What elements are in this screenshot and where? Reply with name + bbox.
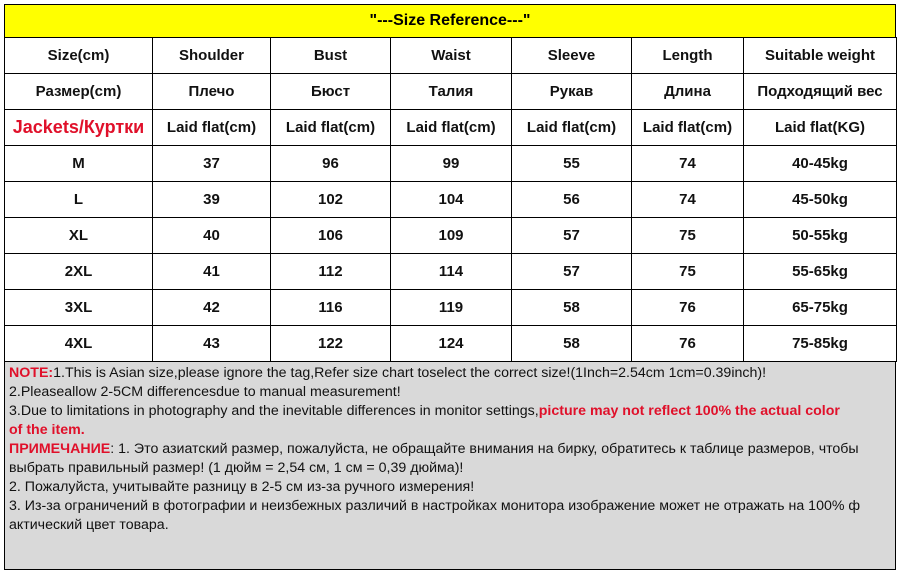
header-cell: Laid flat(cm): [512, 110, 632, 146]
note-label: NOTE:: [9, 365, 54, 381]
table-cell: 42: [153, 290, 271, 326]
table-cell: 58: [512, 326, 632, 362]
header-cell: Длина: [632, 74, 744, 110]
header-cell: Laid flat(KG): [744, 110, 897, 146]
table-cell: 40: [153, 218, 271, 254]
size-cell: M: [5, 146, 153, 182]
size-cell: XL: [5, 218, 153, 254]
table-cell: 75: [632, 218, 744, 254]
note-text: 3.Due to limitations in photography and the inevitable differences in monitor settings,: [9, 403, 539, 419]
header-cell: Laid flat(cm): [632, 110, 744, 146]
header-cell: Бюст: [271, 74, 391, 110]
header-row-en: [5, 38, 897, 74]
header-cell: Рукав: [512, 74, 632, 110]
note-line-1: [9, 364, 891, 383]
table-cell: 58: [512, 290, 632, 326]
header-cell: Плечо: [153, 74, 271, 110]
table-cell: 96: [271, 146, 391, 182]
header-cell: Талия: [391, 74, 512, 110]
table-cell: 56: [512, 182, 632, 218]
table-cell: 40-45kg: [744, 146, 897, 182]
header-row-unit: [5, 110, 897, 146]
header-row-ru: [5, 74, 897, 110]
table-cell: 75-85kg: [744, 326, 897, 362]
table-cell: 65-75kg: [744, 290, 897, 326]
header-cell: Laid flat(cm): [153, 110, 271, 146]
note-line-2: 2.Pleaseallow 2-5CM differencesdue to manual measurement!: [9, 384, 401, 400]
table-cell: 104: [391, 182, 512, 218]
table-row: [5, 218, 897, 254]
size-cell: 3XL: [5, 290, 153, 326]
table-cell: 37: [153, 146, 271, 182]
table-cell: 41: [153, 254, 271, 290]
table-cell: 99: [391, 146, 512, 182]
notes-panel: [4, 361, 896, 570]
table-row: [5, 326, 897, 362]
jackets-label: Jackets/Куртки: [5, 110, 153, 146]
table-cell: 45-50kg: [744, 182, 897, 218]
table-cell: 74: [632, 182, 744, 218]
size-reference-title: "---Size Reference---": [4, 4, 896, 38]
ru-note-label: ПРИМЕЧАНИЕ: [9, 441, 111, 457]
ru-note-text: : 1. Это азиатский размер, пожалуйста, не обращайте внимания на бирку, обратитесь к таблице размеров, чтобы: [110, 441, 859, 457]
size-cell: 2XL: [5, 254, 153, 290]
note-text: 1.This is Asian size,please ignore the tag,Refer size chart toselect the correct size!(1Inch=2.54cm 1cm=0.39inch)!: [53, 365, 767, 381]
table-cell: 57: [512, 218, 632, 254]
table-cell: 39: [153, 182, 271, 218]
table-row: [5, 182, 897, 218]
table-cell: 112: [271, 254, 391, 290]
ru-note-line-3-cont: актический цвет товара.: [9, 517, 169, 533]
table-cell: 43: [153, 326, 271, 362]
table-cell: 74: [632, 146, 744, 182]
header-cell: Laid flat(cm): [391, 110, 512, 146]
header-cell: Shoulder: [153, 38, 271, 74]
table-cell: 55-65kg: [744, 254, 897, 290]
table-cell: 119: [391, 290, 512, 326]
ru-note-line-1: [9, 440, 891, 459]
table-cell: 124: [391, 326, 512, 362]
table-cell: 109: [391, 218, 512, 254]
header-cell: Length: [632, 38, 744, 74]
table-cell: 116: [271, 290, 391, 326]
header-cell: Suitable weight: [744, 38, 897, 74]
table-cell: 114: [391, 254, 512, 290]
table-cell: 102: [271, 182, 391, 218]
header-cell: Подходящий вес: [744, 74, 897, 110]
table-row: [5, 146, 897, 182]
table-cell: 75: [632, 254, 744, 290]
ru-note-line-3: 3. Из-за ограничений в фотографии и неизбежных различий в настройках монитора изображение может не отражать на 100% ф: [9, 498, 861, 514]
note-highlight: picture may not reflect 100% the actual color: [538, 403, 840, 419]
table-cell: 106: [271, 218, 391, 254]
header-cell: Size(cm): [5, 38, 153, 74]
table-row: [5, 290, 897, 326]
size-table: [4, 37, 897, 362]
note-line-3: [9, 402, 891, 421]
table-cell: 76: [632, 290, 744, 326]
table-cell: 76: [632, 326, 744, 362]
header-cell: Waist: [391, 38, 512, 74]
header-cell: Sleeve: [512, 38, 632, 74]
header-cell: Laid flat(cm): [271, 110, 391, 146]
table-cell: 55: [512, 146, 632, 182]
ru-note-line-1-cont: выбрать правильный размер! (1 дюйм = 2,54 см, 1 см = 0,39 дюйма)!: [9, 460, 464, 476]
table-cell: 122: [271, 326, 391, 362]
size-cell: 4XL: [5, 326, 153, 362]
size-chart: [4, 4, 896, 567]
ru-note-line-2: 2. Пожалуйста, учитывайте разницу в 2-5 см из-за ручного измерения!: [9, 479, 475, 495]
table-cell: 57: [512, 254, 632, 290]
note-line-3-cont: of the item.: [9, 422, 85, 438]
size-cell: L: [5, 182, 153, 218]
header-cell: Размер(cm): [5, 74, 153, 110]
table-cell: 50-55kg: [744, 218, 897, 254]
header-cell: Bust: [271, 38, 391, 74]
table-row: [5, 254, 897, 290]
